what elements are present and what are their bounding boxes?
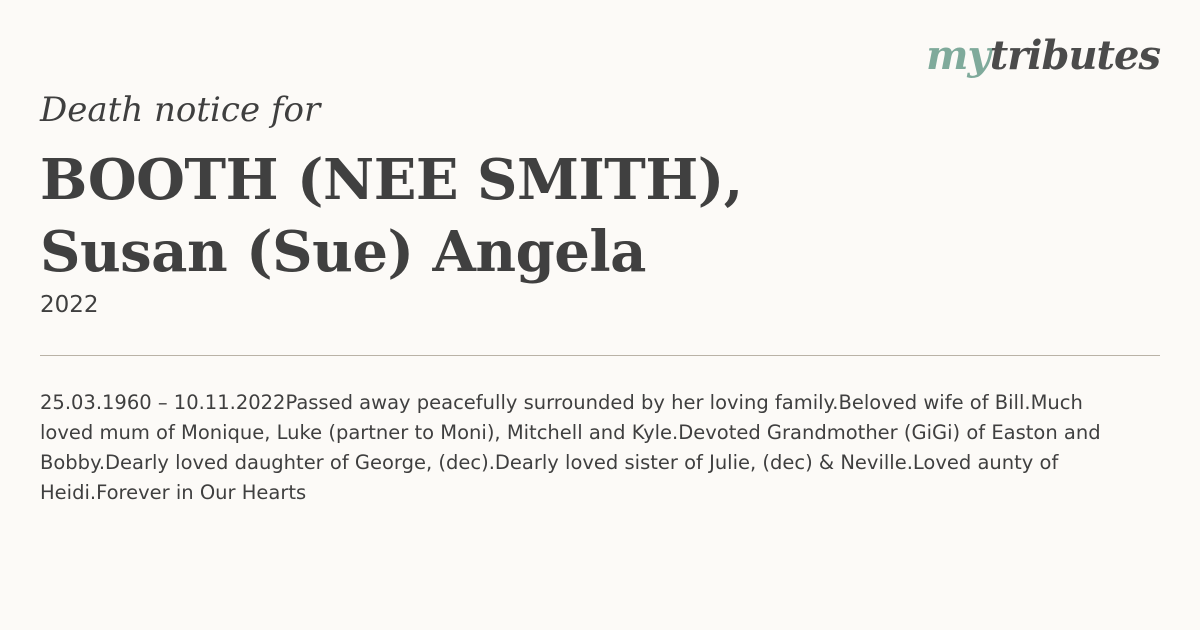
notice-body: 25.03.1960 – 10.11.2022Passed away peacefully surrounded by her loving family.Beloved wife of Bill.Much loved mum of Monique, Luke (partner to Moni), Mitchell and Kyle.Devoted Grandmother (GiGi) of Easton and Bobby.Dearly loved daughter of George, (dec).Dearly loved sister of Julie, (dec) & Neville.Loved aunty of Heidi.Forever in Our Hearts	[40, 391, 1101, 504]
deceased-name-line2: Susan (Sue) Angela	[40, 219, 646, 285]
deceased-name	[40, 144, 743, 288]
notice-year: 2022	[40, 292, 99, 318]
logo-my: my	[926, 32, 990, 79]
deceased-name-line1: BOOTH (NEE SMITH),	[40, 147, 743, 213]
logo-tributes: tributes	[989, 32, 1160, 79]
divider	[40, 355, 1160, 356]
notice-kicker: Death notice for	[40, 90, 321, 130]
mytributes-logo[interactable]	[926, 32, 1160, 79]
